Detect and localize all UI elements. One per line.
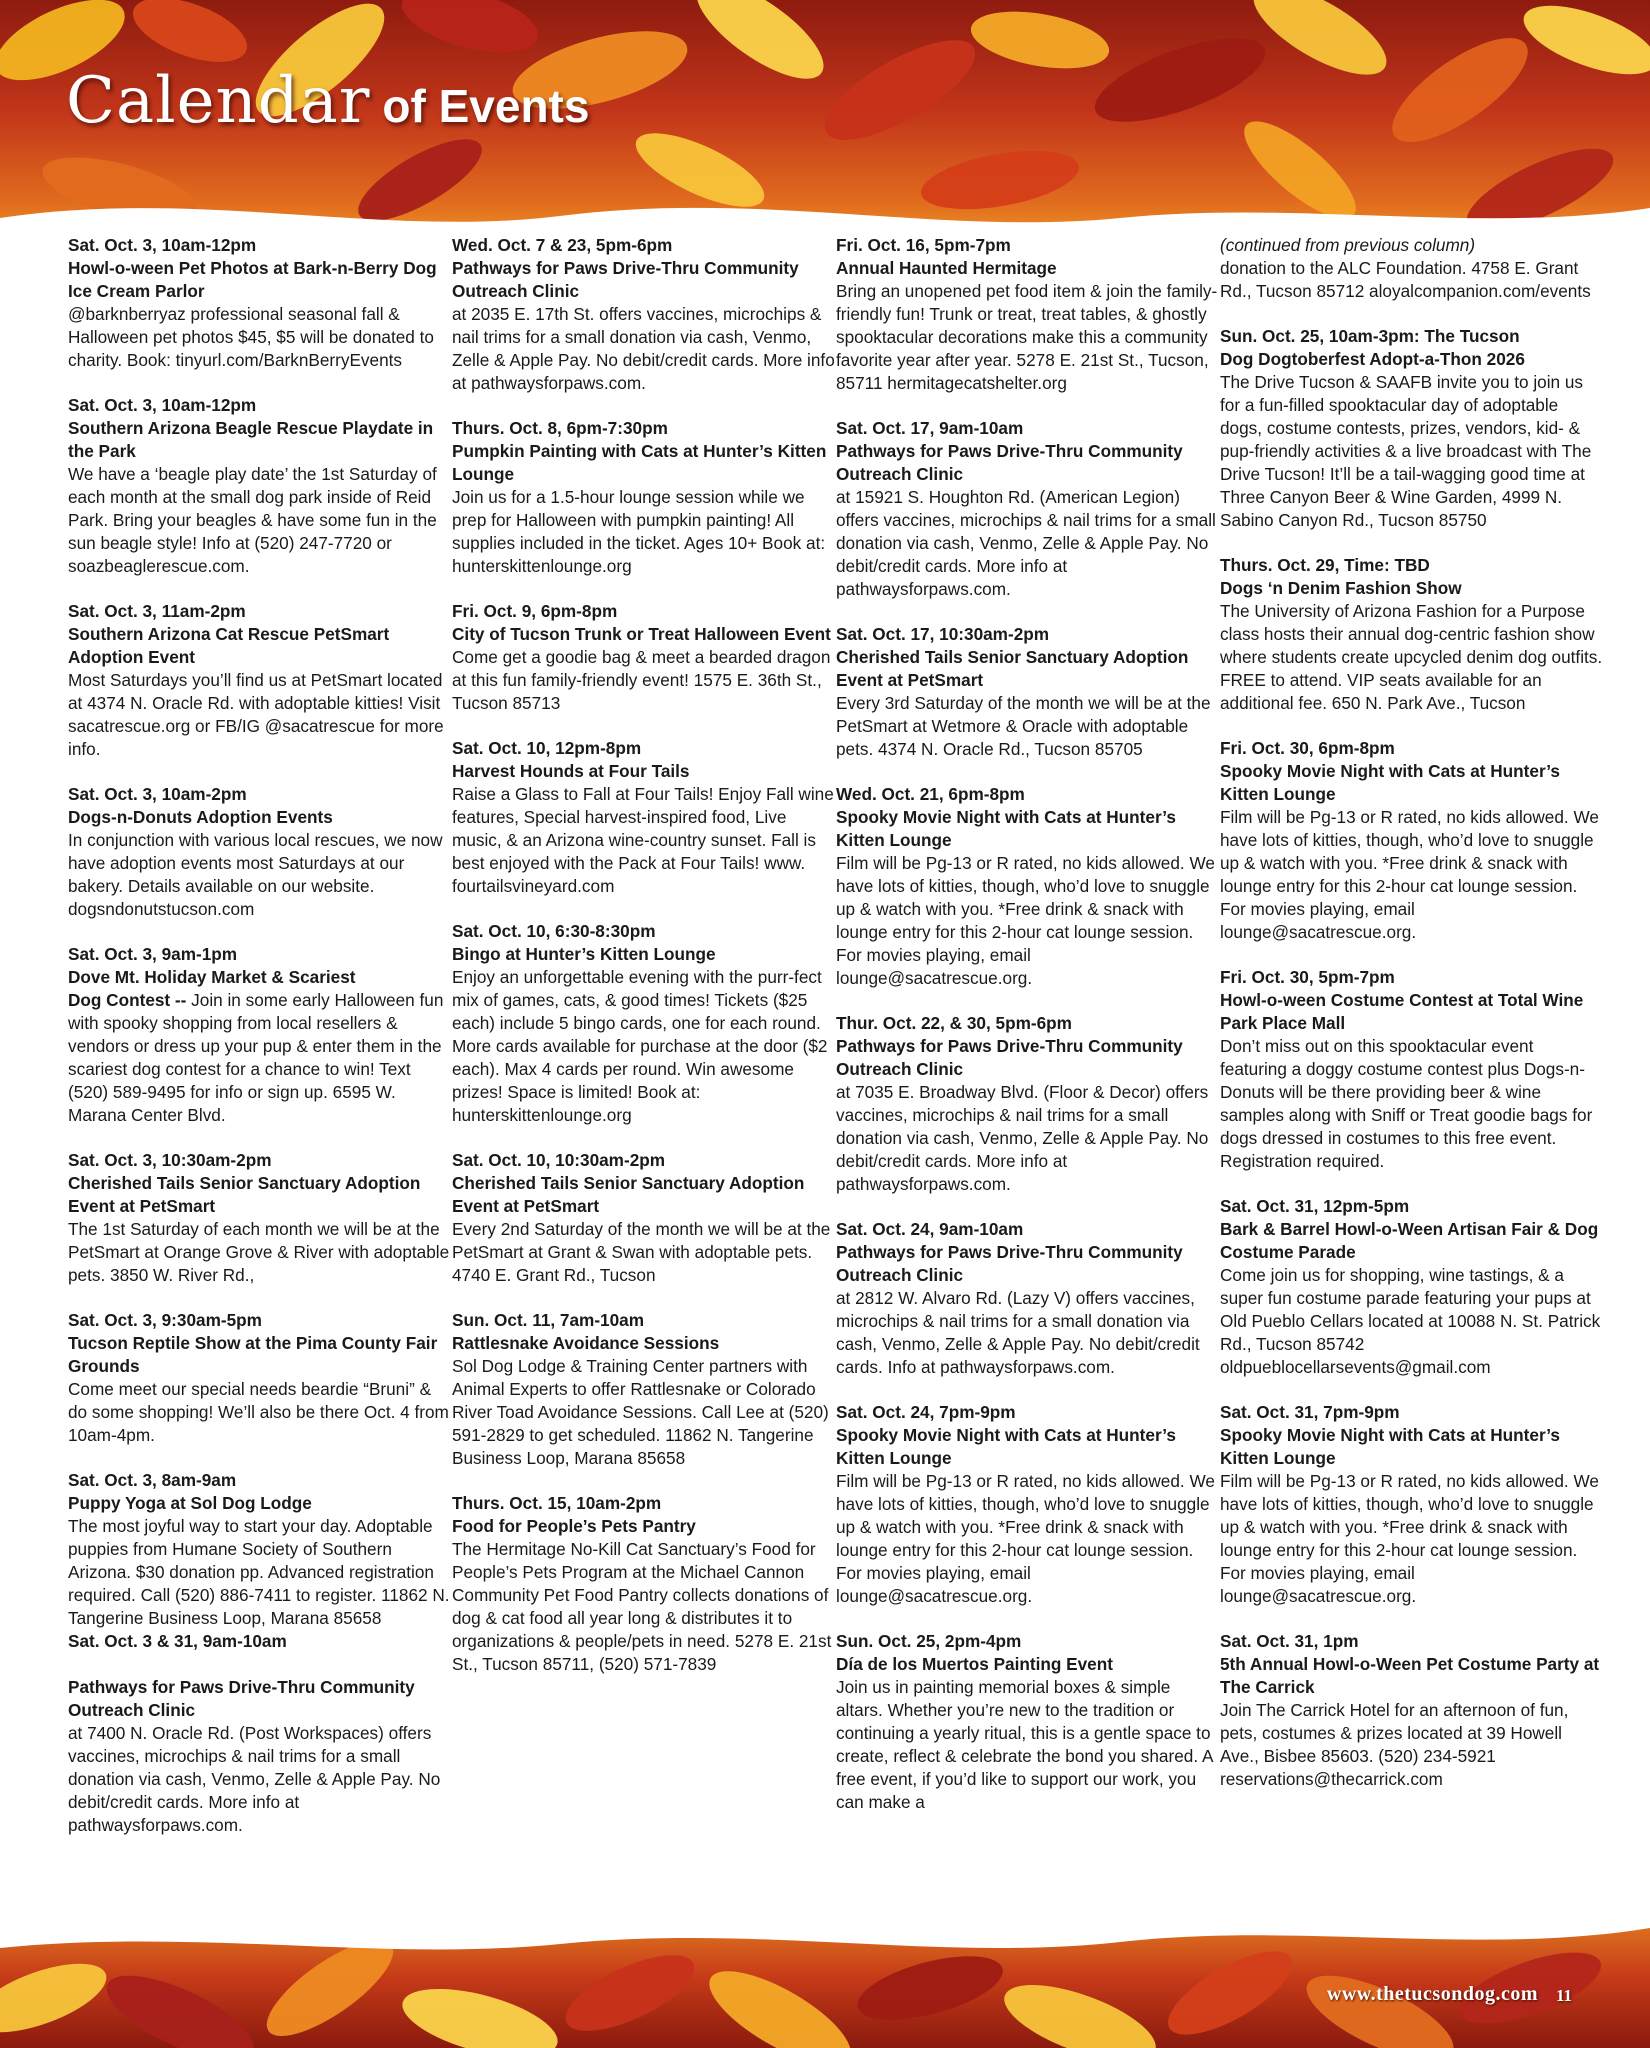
- event-title: Rattlesnake Avoidance Sessions: [452, 1333, 720, 1353]
- event-title: Food for People’s Pets Pantry: [452, 1516, 696, 1536]
- event-title: Howl-o-ween Pet Photos at Bark-n-Berry Dog Ice Cream Parlor: [68, 258, 437, 301]
- event-title: Día de los Muertos Painting Event: [836, 1654, 1113, 1674]
- event-date: Sat. Oct. 3, 9:30am-5pm: [68, 1310, 262, 1330]
- event-description: We have a ‘beagle play date’ the 1st Saturday of each month at the small dog park inside of Reid Park. Bring your beagles & have some fun in the sun beagle style! Info at (520) 247-7720 or soazbeaglerescue.com.: [68, 464, 437, 576]
- event-item: [1220, 966, 1604, 1173]
- event-title: Dogs ‘n Denim Fashion Show: [1220, 578, 1462, 598]
- event-title: Spooky Movie Night with Cats at Hunter’s Kitten Lounge: [836, 807, 1176, 850]
- event-title: Pathways for Paws Drive-Thru Community Outreach Clinic: [452, 258, 799, 301]
- event-item: [452, 1309, 836, 1470]
- event-title: City of Tucson Trunk or Treat Halloween Event: [452, 624, 831, 644]
- event-description: Film will be Pg-13 or R rated, no kids allowed. We have lots of kitties, though, who’d love to snuggle up & watch with you. *Free drink & snack with lounge entry for this 2-hour cat lounge session. For movies playing, email lounge@sacatrescue.org.: [1220, 807, 1599, 942]
- event-item: [452, 600, 836, 715]
- event-title: Southern Arizona Cat Rescue PetSmart Adoption Event: [68, 624, 390, 667]
- event-description: The most joyful way to start your day. Adoptable puppies from Humane Society of Southern Arizona. $30 donation pp. Advanced registration required. Call (520) 886-7411 to register. 11862 N. Tangerine Business Loop, Marana 85658: [68, 1516, 450, 1628]
- header-banner: [0, 0, 1650, 250]
- event-description: at 2812 W. Alvaro Rd. (Lazy V) offers vaccines, microchips & nail trims for a small donation via cash, Venmo, Zelle & Apple Pay. No debit/credit cards. Info at pathwaysforpaws.com.: [836, 1288, 1200, 1377]
- event-description: Sol Dog Lodge & Training Center partners with Animal Experts to offer Rattlesnake or Colorado River Toad Avoidance Sessions. Call Lee at (520) 591-2829 to get scheduled. 11862 N. Tangerine Business Loop, Marana 85658: [452, 1356, 829, 1468]
- event-title: Spooky Movie Night with Cats at Hunter’s Kitten Lounge: [1220, 761, 1560, 804]
- event-description: @barknberryaz professional seasonal fall & Halloween pet photos $45, $5 will be donated to charity. Book: tinyurl.com/BarknBerryEvents: [68, 304, 434, 370]
- event-title: Pathways for Paws Drive-Thru Community Outreach Clinic: [836, 1036, 1183, 1079]
- event-title: Pumpkin Painting with Cats at Hunter’s Kitten Lounge: [452, 441, 827, 484]
- event-description: Film will be Pg-13 or R rated, no kids allowed. We have lots of kitties, though, who’d love to snuggle up & watch with you. *Free drink & snack with lounge entry for this 2-hour cat lounge session. For movies playing, email lounge@sacatrescue.org.: [836, 853, 1215, 988]
- website-url: www.thetucsondog.com: [1326, 1983, 1538, 2005]
- event-description: at 2035 E. 17th St. offers vaccines, microchips & nail trims for a small donation via cash, Venmo, Zelle & Apple Pay. No debit/credit cards. More info at pathwaysforpaws.com.: [452, 304, 835, 393]
- continued-note: (continued from previous column): [1220, 235, 1476, 255]
- event-title: Dogs-n-Donuts Adoption Events: [68, 807, 333, 827]
- event-description: The Drive Tucson & SAAFB invite you to join us for a fun-filled spooktacular day of adoptable dogs, costume contests, prizes, vendors, kid- & pup-friendly activities & a live broadcast with The Drive Tucson! It’ll be a tail-wagging good time at Three Canyon Beer & Wine Garden, 4999 N. Sabino Canyon Rd., Tucson 85750: [1220, 372, 1592, 530]
- event-date: Sat. Oct. 3, 8am-9am: [68, 1470, 237, 1490]
- event-item: [1220, 554, 1604, 715]
- event-date: Wed. Oct. 7 & 23, 5pm-6pm: [452, 235, 673, 255]
- event-title: Cherished Tails Senior Sanctuary Adoption Event at PetSmart: [452, 1173, 805, 1216]
- event-date: Fri. Oct. 30, 5pm-7pm: [1220, 967, 1395, 987]
- event-item: [68, 1469, 452, 1630]
- event-date: Sat. Oct. 17, 9am-10am: [836, 418, 1024, 438]
- continued-text: donation to the ALC Foundation. 4758 E. Grant Rd., Tucson 85712 aloyalcompanion.com/events: [1220, 258, 1591, 301]
- event-item: [836, 234, 1220, 395]
- event-description: [68, 989, 452, 1127]
- event-title-inline: Dog Contest --: [68, 990, 187, 1010]
- event-description: Don’t miss out on this spooktacular event featuring a doggy costume contest plus Dogs-n-Donuts will be there providing beer & wine samples along with Sniff or Treat goodie bags for dogs dressed in costumes to this free event. Registration required.: [1220, 1036, 1593, 1171]
- event-date: Sat. Oct. 17, 10:30am-2pm: [836, 624, 1050, 644]
- event-title: Cherished Tails Senior Sanctuary Adoption Event at PetSmart: [68, 1173, 421, 1216]
- event-date: Sun. Oct. 11, 7am-10am: [452, 1310, 645, 1330]
- event-date: Sat. Oct. 10, 10:30am-2pm: [452, 1150, 666, 1170]
- event-date: Sat. Oct. 3, 10am-12pm: [68, 235, 257, 255]
- event-description: Enjoy an unforgettable evening with the purr-fect mix of games, cats, & good times! Tickets ($25 each) include 5 bingo cards, one for each round. More cards available for purchase at the door ($2 each). Max 4 cards per round. Win awesome prizes! Space is limited! Book at: hunterskittenlounge.org: [452, 967, 828, 1125]
- event-date: Thur. Oct. 22, & 30, 5pm-6pm: [836, 1013, 1072, 1033]
- event-title: Howl-o-ween Costume Contest at Total Wine Park Place Mall: [1220, 990, 1584, 1033]
- event-date: Sat. Oct. 24, 7pm-9pm: [836, 1402, 1016, 1422]
- event-date: Sat. Oct. 3, 11am-2pm: [68, 601, 246, 621]
- spacer: [68, 1653, 452, 1676]
- event-item: [68, 234, 452, 372]
- event-title: Spooky Movie Night with Cats at Hunter’s Kitten Lounge: [836, 1425, 1176, 1468]
- event-date: Sun. Oct. 25, 10am-3pm: The Tucson: [1220, 326, 1520, 346]
- event-date: Thurs. Oct. 29, Time: TBD: [1220, 555, 1430, 575]
- event-item: [836, 1218, 1220, 1379]
- event-date: Thurs. Oct. 15, 10am-2pm: [452, 1493, 662, 1513]
- event-item: [1220, 1630, 1604, 1791]
- event-date: Sat. Oct. 3, 9am-1pm: [68, 944, 238, 964]
- event-item: [452, 417, 836, 578]
- event-description: Bring an unopened pet food item & join the family-friendly fun! Trunk or treat, treat tables, & ghostly spooktacular decorations make this a community favorite year after year. 5278 E. 21st St., Tucson, 85711 hermitagecatshelter.org: [836, 281, 1218, 393]
- event-date: Sat. Oct. 24, 9am-10am: [836, 1219, 1024, 1239]
- event-description: Every 3rd Saturday of the month we will be at the PetSmart at Wetmore & Oracle with adoptable pets. 4374 N. Oracle Rd., Tucson 85705: [836, 693, 1211, 759]
- event-date: Sat. Oct. 3, 10:30am-2pm: [68, 1150, 272, 1170]
- event-title: Bark & Barrel Howl-o-Ween Artisan Fair & Dog Costume Parade: [1220, 1219, 1599, 1262]
- event-date: Sat. Oct. 3, 10am-12pm: [68, 395, 257, 415]
- event-title: Tucson Reptile Show at the Pima County Fair Grounds: [68, 1333, 438, 1376]
- event-title: Bingo at Hunter’s Kitten Lounge: [452, 944, 716, 964]
- footer-banner: [0, 1908, 1650, 2048]
- event-item: [1220, 1401, 1604, 1608]
- event-description: The Hermitage No-Kill Cat Sanctuary’s Food for People’s Pets Program at the Michael Cannon Community Pet Food Pantry collects donations of dog & cat food all year long & distributes it to organizations & people/pets in need. 5278 E. 21st St., Tucson 85711, (520) 571-7839: [452, 1539, 832, 1674]
- page-title: [66, 64, 589, 138]
- event-item: [68, 943, 452, 1127]
- event-date: Thurs. Oct. 8, 6pm-7:30pm: [452, 418, 668, 438]
- event-description: The University of Arizona Fashion for a Purpose class hosts their annual dog-centric fashion show where students create upcycled denim dog outfits. FREE to attend. VIP seats available for an additional fee. 650 N. Park Ave., Tucson: [1220, 601, 1603, 713]
- event-description: Film will be Pg-13 or R rated, no kids allowed. We have lots of kitties, though, who’d love to snuggle up & watch with you. *Free drink & snack with lounge entry for this 2-hour cat lounge session. For movies playing, email lounge@sacatrescue.org.: [1220, 1471, 1599, 1606]
- event-item: [836, 623, 1220, 761]
- event-title: Pathways for Paws Drive-Thru Community Outreach Clinic: [836, 441, 1183, 484]
- event-title: Annual Haunted Hermitage: [836, 258, 1057, 278]
- event-item: [452, 1492, 836, 1676]
- event-item: [68, 1149, 452, 1287]
- event-description: Most Saturdays you’ll find us at PetSmart located at 4374 N. Oracle Rd. with adoptable kitties! Visit sacatrescue.org or FB/IG @sacatrescue for more info.: [68, 670, 444, 759]
- event-description: Come get a goodie bag & meet a bearded dragon at this fun family-friendly event! 1575 E. 36th St., Tucson 85713: [452, 647, 831, 713]
- event-date: Sat. Oct. 3, 10am-2pm: [68, 784, 247, 804]
- event-title: Spooky Movie Night with Cats at Hunter’s Kitten Lounge: [1220, 1425, 1560, 1468]
- event-date: Sat. Oct. 3 & 31, 9am-10am: [68, 1631, 287, 1651]
- events-column-4: [1220, 234, 1604, 1894]
- event-item: [836, 1012, 1220, 1196]
- event-description: In conjunction with various local rescues, we now have adoption events most Saturdays at our bakery. Details available on our website. dogsndonutstucson.com: [68, 830, 443, 919]
- title-calendar: Calendar: [66, 64, 371, 138]
- event-date: Fri. Oct. 30, 6pm-8pm: [1220, 738, 1395, 758]
- event-item: [1220, 325, 1604, 532]
- event-description: The 1st Saturday of each month we will be at the PetSmart at Orange Grove & River with adoptable pets. 3850 W. River Rd.,: [68, 1219, 450, 1285]
- event-title: Dog Dogtoberfest Adopt-a-Thon 2026: [1220, 349, 1525, 369]
- event-date: Sun. Oct. 25, 2pm-4pm: [836, 1631, 1022, 1651]
- event-item: [68, 783, 452, 921]
- event-description: Come join us for shopping, wine tastings, & a super fun costume parade featuring your pups at Old Pueblo Cellars located at 10088 N. St. Patrick Rd., Tucson 85742 oldpueblocellarsevents@gmail.com: [1220, 1265, 1601, 1377]
- event-description: Raise a Glass to Fall at Four Tails! Enjoy Fall wine features, Special harvest-inspired food, Live music, & an Arizona wine-country sunset. Fall is best enjoyed with the Pack at Four Tails! www. fourtailsvineyard.com: [452, 784, 834, 896]
- title-of-events: of Events: [382, 80, 590, 132]
- event-item: [68, 1309, 452, 1447]
- event-description: Film will be Pg-13 or R rated, no kids allowed. We have lots of kitties, though, who’d love to snuggle up & watch with you. *Free drink & snack with lounge entry for this 2-hour cat lounge session. For movies playing, email lounge@sacatrescue.org.: [836, 1471, 1215, 1606]
- event-description: Join us in painting memorial boxes & simple altars. Whether you’re new to the tradition or continuing a yearly ritual, this is a gentle space to create, reflect & celebrate the bond you shared. A free event, if you’d like to support our work, you can make a: [836, 1677, 1213, 1812]
- event-item: [452, 234, 836, 395]
- event-date: Sat. Oct. 10, 6:30-8:30pm: [452, 921, 656, 941]
- event-item: [1220, 737, 1604, 944]
- event-description: Join us for a 1.5-hour lounge session while we prep for Halloween with pumpkin painting! All supplies included in the ticket. Ages 10+ Book at: hunterskittenlounge.org: [452, 487, 826, 576]
- event-title: Pathways for Paws Drive-Thru Community Outreach Clinic: [836, 1242, 1183, 1285]
- event-title: Harvest Hounds at Four Tails: [452, 761, 690, 781]
- event-date: Fri. Oct. 9, 6pm-8pm: [452, 601, 618, 621]
- event-description: at 7035 E. Broadway Blvd. (Floor & Decor) offers vaccines, microchips & nail trims for a small donation via cash, Venmo, Zelle & Apple Pay. No debit/credit cards. More info at pathwaysforpaws.com.: [836, 1082, 1209, 1194]
- event-item: [68, 600, 452, 761]
- event-date: Sat. Oct. 31, 12pm-5pm: [1220, 1196, 1410, 1216]
- event-date: Fri. Oct. 16, 5pm-7pm: [836, 235, 1011, 255]
- event-item: [836, 783, 1220, 990]
- event-title: Southern Arizona Beagle Rescue Playdate in the Park: [68, 418, 434, 461]
- event-item: [836, 417, 1220, 601]
- events-column-1: [68, 234, 452, 1894]
- event-title: 5th Annual Howl-o-Ween Pet Costume Party at The Carrick: [1220, 1654, 1600, 1697]
- event-item: [452, 737, 836, 898]
- event-item: [68, 394, 452, 578]
- event-item: [836, 1630, 1220, 1814]
- event-item: [836, 1401, 1220, 1608]
- event-date: Sat. Oct. 31, 1pm: [1220, 1631, 1359, 1651]
- events-columns: [68, 234, 1603, 1894]
- event-description: Every 2nd Saturday of the month we will be at the PetSmart at Grant & Swan with adoptable pets. 4740 E. Grant Rd., Tucson: [452, 1219, 831, 1285]
- event-item: [452, 1149, 836, 1287]
- event-item: [452, 920, 836, 1127]
- event-date: Sat. Oct. 31, 7pm-9pm: [1220, 1402, 1400, 1422]
- event-title: Puppy Yoga at Sol Dog Lodge: [68, 1493, 312, 1513]
- continued-block: [1220, 234, 1604, 303]
- event-description: at 15921 S. Houghton Rd. (American Legion) offers vaccines, microchips & nail trims for a small donation via cash, Venmo, Zelle & Apple Pay. No debit/credit cards. More info at pathwaysforpaws.com.: [836, 487, 1216, 599]
- event-item: [68, 1630, 452, 1837]
- event-title: Cherished Tails Senior Sanctuary Adoption Event at PetSmart: [836, 647, 1189, 690]
- event-title: Pathways for Paws Drive-Thru Community Outreach Clinic: [68, 1677, 415, 1720]
- event-description: Join The Carrick Hotel for an afternoon of fun, pets, costumes & prizes located at 39 Howell Ave., Bisbee 85603. (520) 234-5921 reservations@thecarrick.com: [1220, 1700, 1569, 1789]
- event-title: Dove Mt. Holiday Market & Scariest: [68, 967, 356, 987]
- event-description: at 7400 N. Oracle Rd. (Post Workspaces) offers vaccines, microchips & nail trims for a small donation via cash, Venmo, Zelle & Apple Pay. No debit/credit cards. More info at pathwaysforpaws.com.: [68, 1723, 441, 1835]
- event-description: Come meet our special needs beardie “Bruni” & do some shopping! We’ll also be there Oct. 4 from 10am-4pm.: [68, 1379, 449, 1445]
- event-date: Sat. Oct. 10, 12pm-8pm: [452, 738, 642, 758]
- event-description-text: Join in some early Halloween fun with spooky shopping from local resellers & vendors or dress up your pup & enter them in the scariest dog contest for a chance to win! Text (520) 589-9495 for info or sign up. 6595 W. Marana Center Blvd.: [68, 990, 444, 1125]
- events-column-2: [452, 234, 836, 1894]
- event-date: Wed. Oct. 21, 6pm-8pm: [836, 784, 1025, 804]
- event-item: [1220, 1195, 1604, 1379]
- events-column-3: [836, 234, 1220, 1894]
- page-number: 11: [1555, 1986, 1572, 2005]
- footer-wave-edge: [0, 1908, 1650, 1968]
